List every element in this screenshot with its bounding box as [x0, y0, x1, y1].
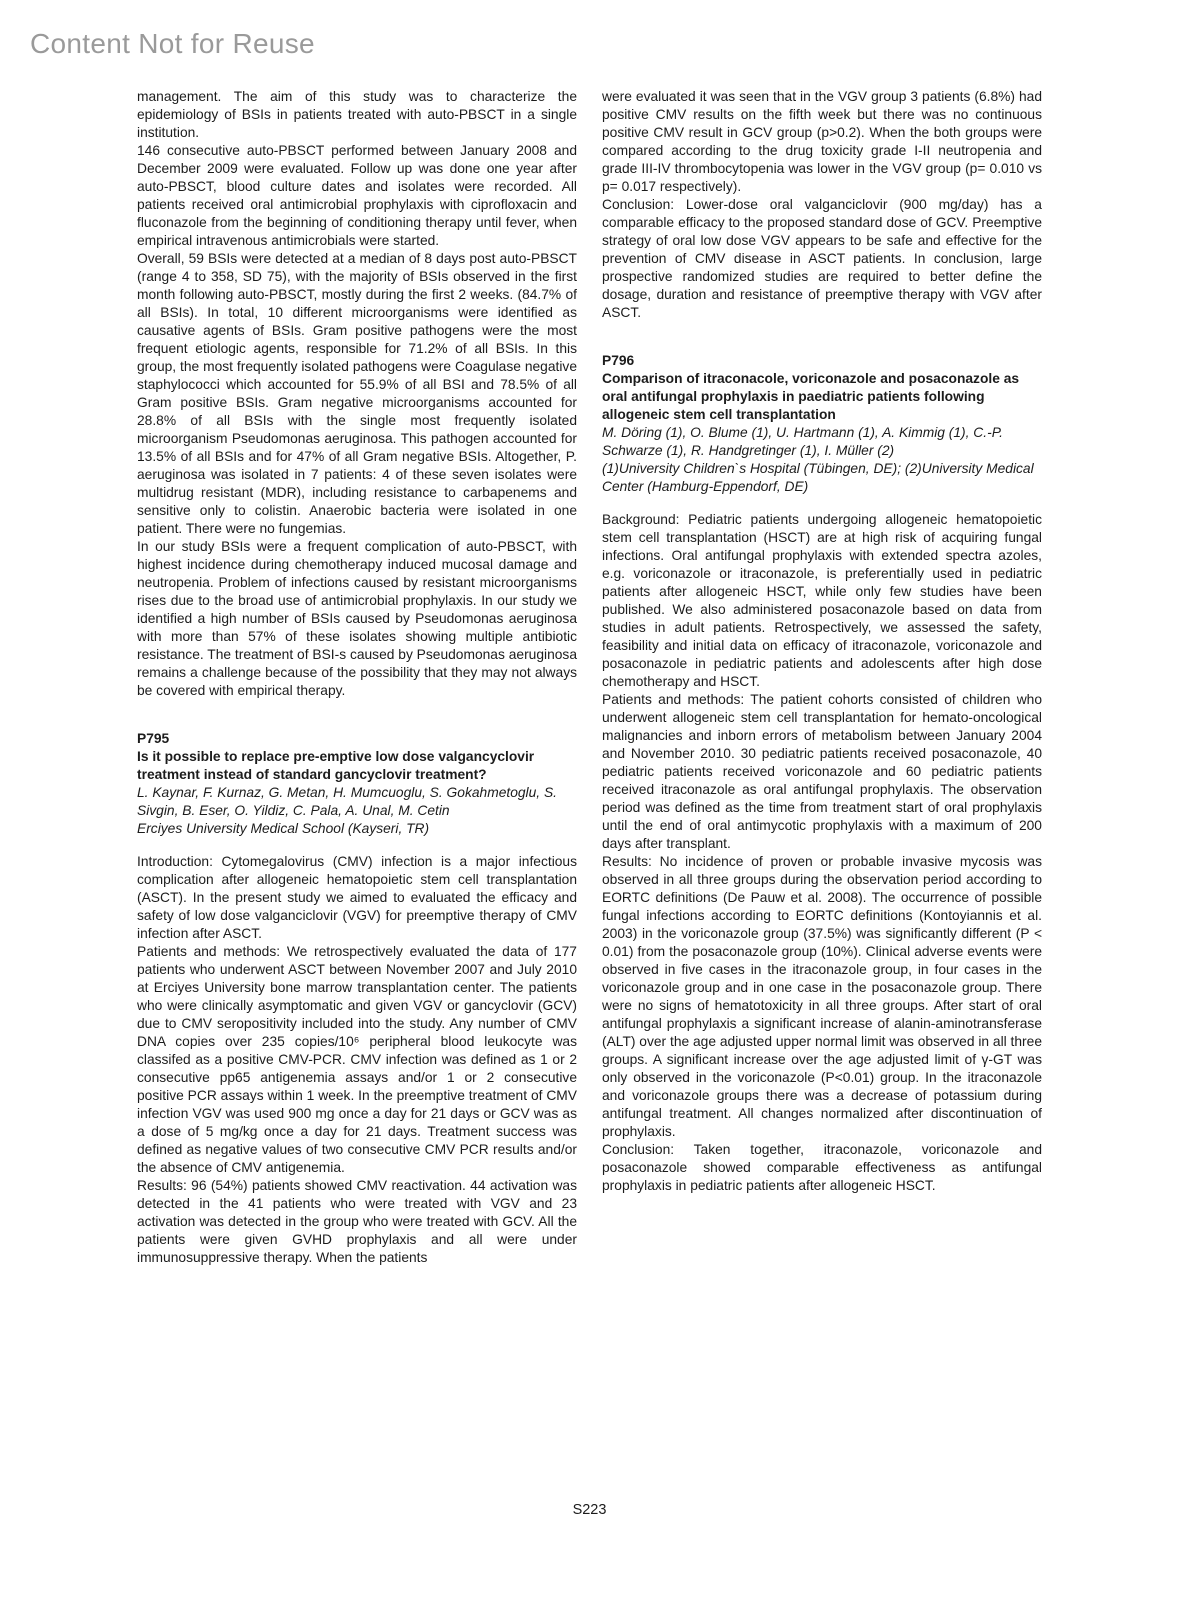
paragraph: were evaluated it was seen that in the VGV group 3 patients (6.8%) had positive CMV results on the fifth week but there was no continuous positive CMV result in GCV group (p>0.2). When the both groups were compared according to the drug toxicity grade I-II neutropenia and grade III-IV thrombocytopenia was lower in the VGV group (p= 0.010 vs p= 0.017 respectively).	[602, 89, 1042, 194]
paragraph: management. The aim of this study was to characterize the epidemiology of BSIs in patients treated with auto-PBSCT in a single institution.	[137, 89, 577, 140]
abstract-authors: L. Kaynar, F. Kurnaz, G. Metan, H. Mumcuoglu, S. Gokahmetoglu, S. Sivgin, B. Eser, O. Yildiz, C. Pala, A. Unal, M. Cetin	[137, 785, 557, 818]
paragraph: Conclusion: Lower-dose oral valganciclovir (900 mg/day) has a comparable efficacy to the proposed standard dose of GCV. Preemptive strategy of oral low dose VGV appears to be safe and effective for the prevention of CMV disease in ASCT patients. In conclusion, large prospective randomized studies are required to better define the dosage, duration and resistance of preemptive therapy with VGV after ASCT.	[602, 197, 1042, 320]
paragraph: Results: 96 (54%) patients showed CMV reactivation. 44 activation was detected in the 41 patients who were treated with VGV and 23 activation was detected in the group who were treated with GCV. All the patients were given GVHD prophylaxis and all were under immunosuppressive therapy. When the patients	[137, 1178, 577, 1265]
abstract-affiliation: (1)University Children`s Hospital (Tübingen, DE); (2)University Medical Center (Hamburg-Eppendorf, DE)	[602, 461, 1034, 494]
page-number: S223	[572, 1502, 607, 1518]
paragraph: Overall, 59 BSIs were detected at a median of 8 days post auto-PBSCT (range 4 to 358, SD 75), with the majority of BSIs observed in the first month following auto-PBSCT, mostly during the first 2 weeks. (84.7% of all BSIs). In total, 10 different microorganisms were identified as causative agents of BSIs. Gram positive pathogens were the most frequent etiologic agents, responsible for 71.2% of all BSIs. In this group, the most frequently isolated pathogens were Coagulase negative staphylococci which accounted for 55.9% of all BSI and 78.5% of all Gram positive BSIs. Gram negative microorganisms accounted for 28.8% of all BSIs with the single most frequently isolated microorganism Pseudomonas aeruginosa. This pathogen accounted for 13.5% of all BSIs and for 47% of all Gram negative BSIs. Altogether, P. aeruginosa was isolated in 7 patients: 4 of these seven isolates were multidrug resistant (MDR), including resistance to carbapenems and sensitive only to colistin. Anaerobic bacteria were isolated in one patient. There were no fungemias.	[137, 251, 577, 536]
paragraph: 146 consecutive auto-PBSCT performed between January 2008 and December 2009 were evaluated. Follow up was done one year after auto-PBSCT, blood culture dates and isolates were recorded. All patients received oral antimicrobial prophylaxis with ciprofloxacin and fluconazole from the beginning of conditioning therapy until fever, when empirical intravenous antimicrobials were started.	[137, 143, 577, 248]
paragraph: Introduction: Cytomegalovirus (CMV) infection is a major infectious complication after allogeneic hematopoietic stem cell transplantation (ASCT). In the present study we aimed to evaluated the efficacy and safety of low dose valganciclovir (VGV) for preemptive therapy of CMV infection after ASCT.	[137, 854, 577, 941]
abstract-title: Is it possible to replace pre-emptive low dose valgancyclovir treatment instead of standard gancyclovir treatment?	[137, 749, 535, 782]
paragraph: Patients and methods: The patient cohorts consisted of children who underwent allogeneic stem cell transplantation for hemato-oncological malignancies and inborn errors of metabolism between January 2004 and November 2010. 30 pediatric patients received posaconazole, 40 pediatric patients received voriconazole and 60 pediatric patients received itraconazole as oral antifungal prophylaxis. The observation period was defined as the time from treatment start of oral prophylaxis until the end of oral antimycotic prophylaxis with a maximum of 200 days after transplant.	[602, 692, 1042, 851]
abstract-p795	[137, 730, 577, 1267]
watermark: Content Not for Reuse	[30, 28, 315, 59]
abstract-affiliation: Erciyes University Medical School (Kayseri, TR)	[137, 821, 430, 836]
abstract-p796	[602, 352, 1042, 1195]
abstract-id: P795	[137, 731, 170, 746]
left-column	[137, 88, 577, 1267]
paragraph: Background: Pediatric patients undergoing allogeneic hematopoietic stem cell transplantation (HSCT) are at high risk of acquiring fungal infections. Oral antifungal prophylaxis with extended spectra azoles, e.g. voriconazole or itraconazole, is preferentially used in pediatric patients after allogeneic HSCT, while only few studies have been published. We also administered posaconazole based on data from studies in adult patients. Retrospectively, we assessed the safety, feasibility and initial data on efficacy of itraconazole, voriconazole and posaconazole in pediatric patients and adolescents after high dose chemotherapy and HSCT.	[602, 512, 1042, 689]
abstract-authors: M. Döring (1), O. Blume (1), U. Hartmann (1), A. Kimmig (1), C.-P. Schwarze (1), R. Handgretinger (1), I. Müller (2)	[602, 425, 1003, 458]
abstract-title: Comparison of itraconacole, voriconazole and posaconazole as oral antifungal prophylaxis in paediatric patients following allogeneic stem cell transplantation	[602, 371, 1020, 422]
paragraph: Conclusion: Taken together, itraconazole, voriconazole and posaconazole showed comparable effectiveness as antifungal prophylaxis in pediatric patients after allogeneic HSCT.	[602, 1142, 1042, 1193]
paragraph: Patients and methods: We retrospectively evaluated the data of 177 patients who underwent ASCT between November 2007 and July 2010 at Erciyes University bone marrow transplantation center. The patients who were clinically asymptomatic and given VGV or gancyclovir (GCV) due to CMV seropositivity included into the study. Any number of CMV DNA copies over 235 copies/10⁶ peripheral blood leukocyte was classifed as a positive CMV-PCR. CMV infection was defined as 1 or 2 consecutive pp65 antigenemia assays and/or 1 or 2 consecutive positive PCR assays within 1 week. In the preemptive treatment of CMV infection VGV was used 900 mg once a day for 21 days or GCV was as a dose of 5 mg/kg once a day for 21 days. Treatment success was defined as negative values of two consecutive CMV PCR results and/or the absence of CMV antigenemia.	[137, 944, 577, 1175]
right-column	[602, 88, 1042, 1267]
paragraph: Results: No incidence of proven or probable invasive mycosis was observed in all three groups during the observation period according to EORTC definitions (De Pauw et al. 2008). The occurrence of possible fungal infections according to EORTC definitions (Kontoyiannis et al. 2003) in the voriconazole group (37.5%) was significantly different (P < 0.01) from the posaconazole group (10%). Clinical adverse events were observed in five cases in the itraconazole group, in four cases in the voriconazole group and in one case in the posaconazole group. There were no signs of hematotoxicity in all three groups. After start of oral antifungal prophylaxis a significant increase of alanin-aminotransferase (ALT) over the age adjusted upper normal limit was observed in all three groups. A significant increase over the age adjusted limit of γ-GT was only observed in the voriconazole (P<0.01) group. In the itraconazole and voriconazole groups there was a decrease of potassium during antifungal treatment. All changes normalized after discontinuation of prophylaxis.	[602, 854, 1042, 1139]
abstract-id: P796	[602, 353, 635, 368]
paragraph: In our study BSIs were a frequent complication of auto-PBSCT, with highest incidence during chemotherapy induced mucosal damage and neutropenia. Problem of infections caused by resistant microorganisms rises due to the broad use of antimicrobial prophylaxis. In our study we identified a high number of BSIs caused by Pseudomonas aeruginosa with more than 57% of these isolates showing multiple antibiotic resistance. The treatment of BSI-s caused by Pseudomonas aeruginosa remains a challenge because of the possibility that they may not always be covered with empirical therapy.	[137, 539, 577, 698]
content-columns	[137, 88, 1042, 1267]
